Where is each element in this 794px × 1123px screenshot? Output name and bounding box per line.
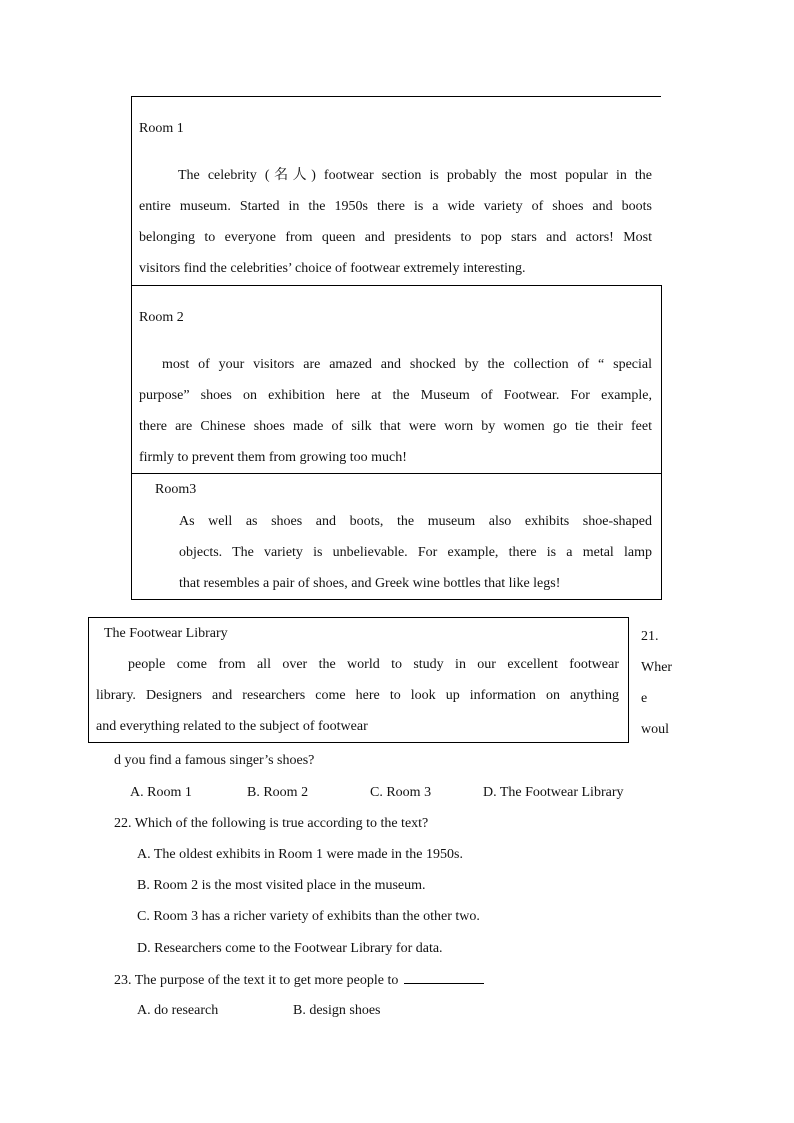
- q21-fragment: e: [641, 691, 648, 706]
- room2-line: purpose” shoes on exhibition here at the Museum of Footwear. For example,: [139, 388, 652, 403]
- room3-line: objects. The variety is unbelievable. For example, there is a metal lamp: [179, 545, 652, 560]
- q23-option-a: A. do research: [137, 1003, 219, 1018]
- room1-left-rule: [131, 96, 132, 286]
- room3-title: Room3: [155, 482, 197, 497]
- room1-title: Room 1: [139, 121, 184, 136]
- room1-line: belonging to everyone from queen and presidents to pop stars and actors! Most: [139, 230, 652, 245]
- q21-option-d: D. The Footwear Library: [483, 785, 624, 800]
- q22-option-d: D. Researchers come to the Footwear Library for data.: [137, 941, 443, 956]
- room1-line: entire museum. Started in the 1950s there is a wide variety of shoes and boots: [139, 199, 652, 214]
- q22-option-b: B. Room 2 is the most visited place in the museum.: [137, 878, 426, 893]
- room2-box: [131, 285, 662, 474]
- room2-line: there are Chinese shoes made of silk that were worn by women go tie their feet: [139, 419, 652, 434]
- q21-stem: d you find a famous singer’s shoes?: [114, 753, 315, 768]
- room1-top-rule: [131, 96, 661, 97]
- room1-line: visitors find the celebrities’ choice of footwear extremely interesting.: [139, 261, 526, 276]
- q21-option-b: B. Room 2: [247, 785, 309, 800]
- q22-option-c: C. Room 3 has a richer variety of exhibits than the other two.: [137, 909, 480, 924]
- library-line: people come from all over the world to study in our excellent footwear: [128, 657, 619, 672]
- q21-fragment: woul: [641, 722, 669, 737]
- room2-title: Room 2: [139, 310, 184, 325]
- library-title: The Footwear Library: [104, 626, 228, 641]
- room3-line: As well as shoes and boots, the museum also exhibits shoe-shaped: [179, 514, 652, 529]
- library-line: and everything related to the subject of footwear: [96, 719, 368, 734]
- q23-stem: 23. The purpose of the text it to get more people to: [114, 973, 399, 988]
- q21-fragment: 21.: [641, 629, 659, 644]
- q23-stem-row: [114, 971, 484, 990]
- room2-line: firmly to prevent them from growing too much!: [139, 450, 407, 465]
- q21-fragment: Wher: [641, 660, 673, 675]
- q21-option-a: A. Room 1: [130, 785, 192, 800]
- room3-line: that resembles a pair of shoes, and Greek wine bottles that like legs!: [179, 576, 561, 591]
- q22-stem: 22. Which of the following is true according to the text?: [114, 816, 429, 831]
- room2-line: most of your visitors are amazed and shocked by the collection of “ special: [162, 357, 652, 372]
- q21-option-c: C. Room 3: [370, 785, 432, 800]
- library-line: library. Designers and researchers come here to look up information on anything: [96, 688, 619, 703]
- room1-line: The celebrity (名人) footwear section is probably the most popular in the: [178, 168, 652, 183]
- answer-blank: [404, 971, 484, 984]
- q23-option-b: B. design shoes: [293, 1003, 381, 1018]
- q22-option-a: A. The oldest exhibits in Room 1 were made in the 1950s.: [137, 847, 463, 862]
